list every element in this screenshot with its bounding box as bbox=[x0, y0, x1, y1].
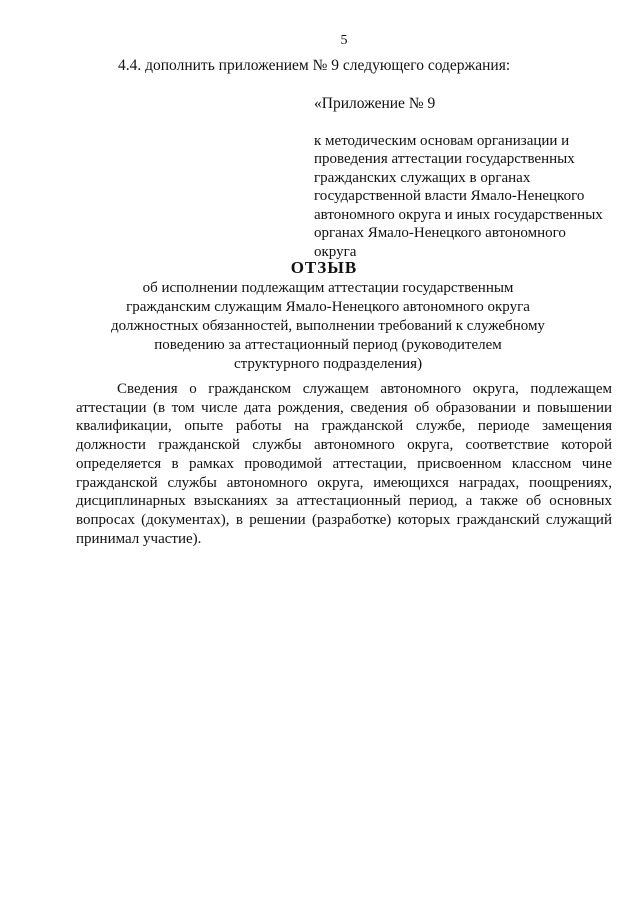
body-line: аттестации (в том числе дата рождения, сведения об образовании и повышении bbox=[76, 399, 612, 416]
appendix-description-line: государственной власти Ямало-Ненецкого bbox=[314, 188, 585, 204]
subtitle-line: поведению за аттестационный период (руководителем bbox=[154, 337, 502, 353]
appendix-description-line: проведения аттестации государственных bbox=[314, 151, 575, 167]
intro-line: 4.4. дополнить приложением № 9 следующего содержания: bbox=[118, 57, 511, 74]
body-line: гражданской службы автономного округа, имеющихся наградах, поощрениях, bbox=[76, 474, 612, 491]
body-line: принимал участие). bbox=[76, 530, 202, 547]
appendix-description-line: гражданских служащих в органах bbox=[314, 169, 531, 186]
subtitle-line: структурного подразделения) bbox=[233, 356, 423, 372]
body-line: определяется в рамках проводимой аттестации, присвоенном классном чине bbox=[76, 455, 612, 472]
appendix-description-line: автономного округа и иных государственных bbox=[314, 206, 603, 223]
appendix-description-line: к методическим основам организации и bbox=[314, 132, 570, 149]
body-line: должности гражданской службы автономного округа, соответствие которой bbox=[76, 437, 612, 454]
appendix-header bbox=[314, 95, 614, 261]
subtitle-line: гражданским служащим Ямало-Ненецкого автономного округа bbox=[126, 299, 530, 315]
body-line: дисциплинарных взысканиях за аттестационный период, а также об основных bbox=[76, 493, 612, 510]
appendix-description bbox=[314, 132, 614, 262]
subtitle-line: должностных обязанностей, выполнении требований к служебному bbox=[111, 318, 545, 334]
body-line: квалификации, опыте работы на гражданской службе, периоде замещения bbox=[76, 418, 612, 435]
body-paragraph bbox=[76, 380, 612, 548]
appendix-description-line: органах Ямало-Ненецкого автономного bbox=[314, 225, 566, 241]
appendix-title: «Приложение № 9 bbox=[314, 95, 436, 112]
document-title: ОТЗЫВ bbox=[290, 258, 358, 277]
page-number: 5 bbox=[340, 33, 348, 48]
document-subtitle bbox=[0, 279, 640, 374]
appendix-description-line: округа bbox=[314, 243, 357, 260]
body-line: вопросах (документах), в решении (разработке) которых гражданский служащий bbox=[76, 511, 612, 528]
subtitle-line: об исполнении подлежащим аттестации государственным bbox=[142, 280, 514, 296]
body-line: Сведения о гражданском служащем автономного округа, подлежащем bbox=[117, 381, 612, 397]
